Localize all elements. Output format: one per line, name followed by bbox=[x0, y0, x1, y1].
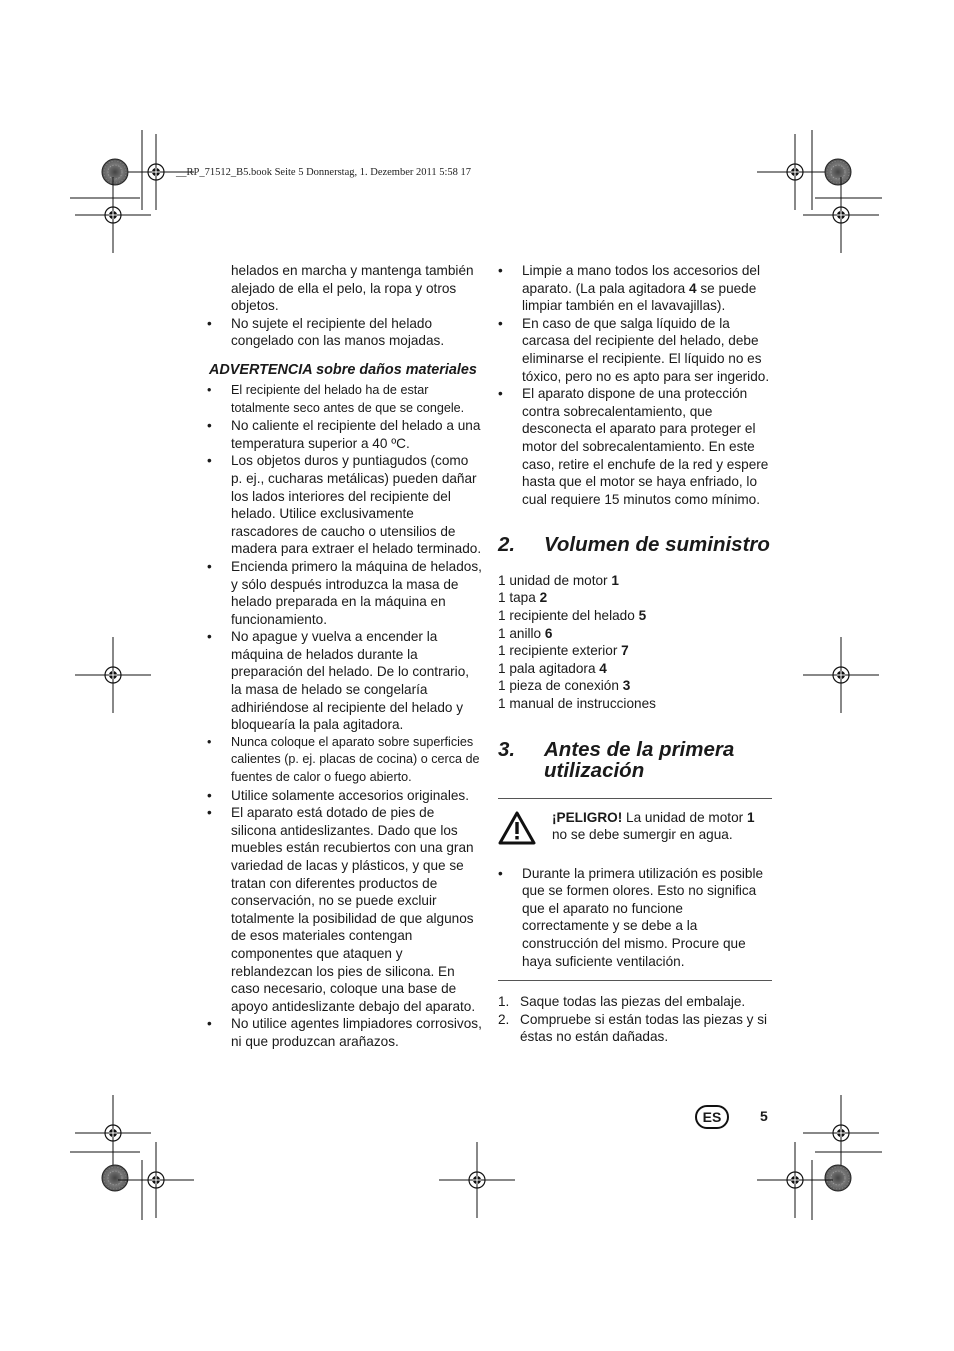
steps-list bbox=[498, 993, 772, 1046]
list-item: • Los objetos duros y puntiagudos (como p. ej., cucharas metálicas) pueden dañar los lados interiores del recipiente del helado. Utilice exclusivamente rascadores de caucho o utensilios de madera para extraer el helado terminado. bbox=[207, 453, 482, 557]
registration-mark-icon bbox=[757, 134, 833, 210]
registration-mark-icon bbox=[803, 177, 879, 253]
danger-notice bbox=[498, 798, 772, 982]
list-item: • En caso de que salga líquido de la carcasa del recipiente del helado, debe eliminarse el recipiente. El líquido no es tóxico, pero no es apto para ser ingerido. bbox=[498, 315, 770, 384]
list-item: 2. Compruebe si están todas las piezas y si éstas no están dañadas. bbox=[498, 1011, 768, 1045]
book-header: __RP_71512_B5.book Seite 5 Donnerstag, 1. Dezember 2011 5:58 17 bbox=[176, 167, 472, 178]
printer-color-target-icon bbox=[102, 1165, 128, 1191]
list-item: • No utilice agentes limpiadores corrosivos, ni que produzcan arañazos. bbox=[207, 1016, 482, 1049]
list-item: • El recipiente del helado ha de estar totalmente seco antes de que se congele. bbox=[207, 382, 465, 415]
warning-heading: ADVERTENCIA sobre daños materiales bbox=[209, 361, 477, 378]
list-item: 1. Saque todas las piezas del embalaje. bbox=[498, 994, 746, 1010]
danger-text: ¡PELIGRO! La unidad de motor 1 no se debe sumergir en agua. bbox=[552, 809, 755, 843]
page-number: 5 bbox=[760, 1108, 768, 1124]
printer-color-target-icon bbox=[102, 159, 128, 185]
list-item: • No apague y vuelva a encender la máquina de helados durante la preparación del helado. De lo contrario, la masa de helado se congelaría adhiriéndose al recipiente del helado y bloquearía la pala agitadora. bbox=[207, 629, 470, 733]
list-item: • El aparato dispone de una protección contra sobrecalentamiento, que desconecta el aparato para proteger el motor del sobrecalentamiento. En este caso, retire el enchufe de la red y espere hasta que el motor se haya enfriado, lo cual requiere 15 minutos como mínimo. bbox=[498, 386, 769, 507]
registration-mark-icon bbox=[118, 1142, 194, 1218]
list-item: 1 anillo 6 bbox=[498, 625, 553, 641]
printer-color-target-icon bbox=[825, 1165, 851, 1191]
list-item: • Utilice solamente accesorios originales. bbox=[207, 787, 469, 803]
list-item: • Durante la primera utilización es posible que se formen olores. Esto no significa que el aparato no funcione correctamente y se debe a la construcción del mismo. Procure que haya suficiente ventilación. bbox=[498, 865, 764, 969]
list-item: 1 unidad de motor 1 bbox=[498, 572, 619, 588]
list-item: • El aparato está dotado de pies de silicona antideslizantes. Dado que los muebles están recubiertos con una gran variedad de lacas y plásticos, y que se tratan con diferentes productos de conservación, no se puede excluir totalmente la posibilidad de que algunos de esos materiales contengan componentes que ataquen y reblandezcan los pies de silicona. En caso necesario, coloque una base de apoyo antideslizante debajo del aparato. bbox=[207, 805, 476, 1014]
registration-mark-icon bbox=[803, 1095, 879, 1171]
bullet: • bbox=[207, 315, 212, 331]
right-column bbox=[498, 262, 772, 1046]
section-heading: 3. Antes de la primera utilización bbox=[498, 737, 735, 783]
printer-color-target-icon bbox=[825, 159, 851, 185]
list-item: 1 pieza de conexión 3 bbox=[498, 678, 631, 694]
list-item: 1 recipiente del helado 5 bbox=[498, 608, 647, 623]
registration-mark-icon bbox=[757, 1142, 833, 1218]
warning-triangle-icon bbox=[498, 811, 536, 850]
left-column bbox=[207, 262, 483, 1051]
list-item: • Encienda primero la máquina de helados, y sólo después introduzca la masa de helado preparada en la máquina en funcionamiento. bbox=[207, 558, 482, 627]
list-item: 1 tapa 2 bbox=[498, 590, 548, 606]
list-item: • No caliente el recipiente del helado a una temperatura superior a 40 ºC. bbox=[207, 418, 481, 451]
registration-mark-icon bbox=[75, 177, 151, 253]
list-item: • No sujete el recipiente del helado congelado con las manos mojadas. bbox=[207, 315, 445, 349]
supply-list bbox=[498, 572, 772, 713]
registration-mark-icon bbox=[75, 1095, 151, 1171]
registration-mark-icon bbox=[803, 637, 879, 713]
continued-text: helados en marcha y mantenga también alejado de ella el pelo, la ropa y otros objetos. bbox=[231, 263, 474, 314]
list-item: 1 manual de instrucciones bbox=[498, 695, 656, 711]
registration-mark-icon bbox=[439, 1142, 515, 1218]
list-item: • Limpie a mano todos los accesorios del aparato. (La pala agitadora 4 se puede limpiar también en el lavavajillas). bbox=[498, 263, 761, 314]
list-item: 1 pala agitadora 4 bbox=[498, 660, 607, 676]
list-item: 1 recipiente exterior 7 bbox=[498, 643, 629, 659]
language-badge: ES bbox=[695, 1105, 729, 1129]
list-item: • Nunca coloque el aparato sobre superficies calientes (p. ej. placas de cocina) o cerca de fuentes de calor o fuego abierto. bbox=[207, 734, 480, 785]
section-heading: 2. Volumen de suministro bbox=[498, 533, 770, 557]
registration-mark-icon bbox=[75, 637, 151, 713]
